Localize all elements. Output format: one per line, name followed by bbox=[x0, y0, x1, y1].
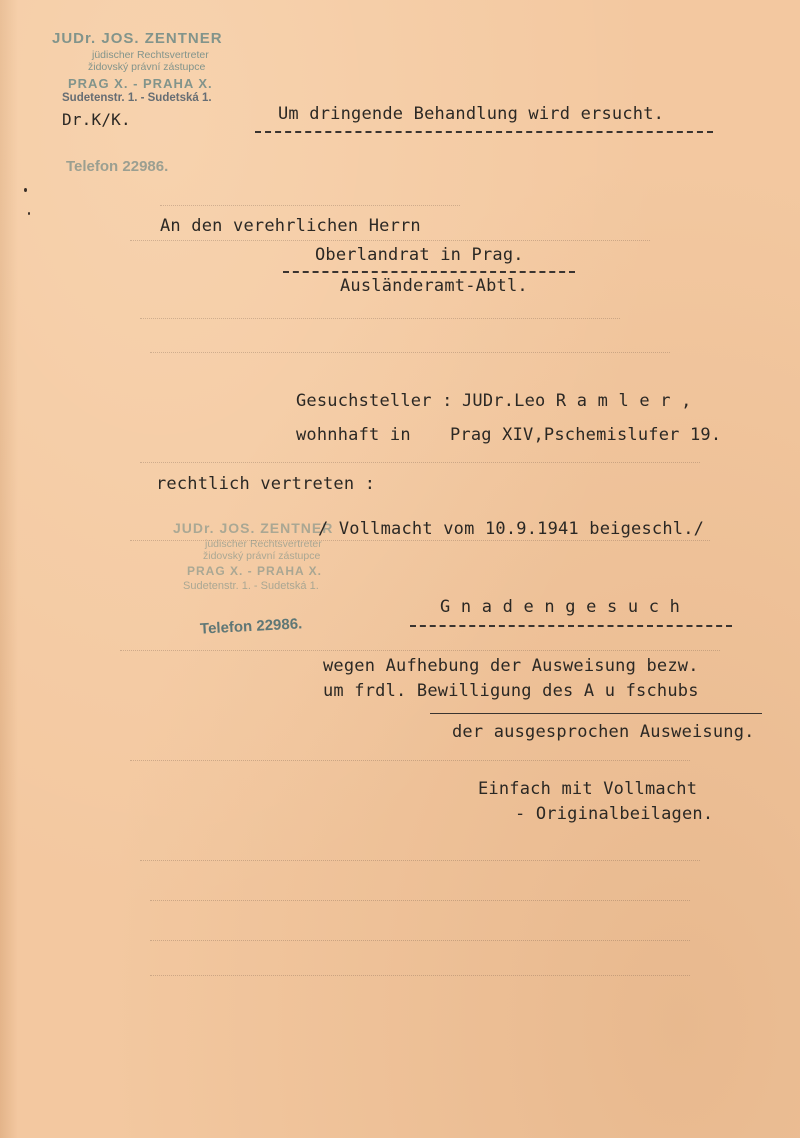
bleed-through-line bbox=[130, 240, 650, 241]
enclosures-line2: - Originalbeilagen. bbox=[515, 804, 714, 824]
applicant-name: JUDr.Leo R a m l e r , bbox=[462, 391, 692, 411]
representative-telefon: Telefon 22986. bbox=[199, 615, 303, 638]
reference-code: Dr.K/K. bbox=[62, 110, 131, 129]
representative-stamp-city: PRAG X. - PRAHA X. bbox=[187, 564, 322, 578]
bleed-through-line bbox=[140, 462, 700, 463]
urgent-note-underline bbox=[255, 131, 713, 133]
subject-line2: um frdl. Bewilligung des A u fschubs bbox=[323, 681, 699, 701]
bleed-through-line bbox=[150, 900, 690, 901]
letterhead-line-cz: židovský právní zástupce bbox=[88, 61, 206, 73]
telefon-stamp: Telefon 22986. bbox=[66, 158, 169, 175]
representative-stamp-line-cz: židovský právní zástupce bbox=[203, 550, 321, 562]
representative-stamp-line-de: jüdischer Rechtsvertreter bbox=[205, 538, 322, 550]
subject-title-underline bbox=[410, 625, 732, 627]
ink-speck bbox=[28, 212, 30, 215]
letterhead-city: PRAG X. - PRAHA X. bbox=[68, 76, 213, 91]
subject-line3: der ausgesprochen Ausweisung. bbox=[452, 722, 755, 742]
letterhead-street: Sudetenstr. 1. - Sudetská 1. bbox=[62, 92, 212, 104]
residence-prefix: wohnhaft in bbox=[296, 425, 411, 445]
addressee-underline bbox=[283, 271, 575, 273]
bleed-through-line bbox=[150, 975, 690, 976]
bleed-through-line bbox=[140, 318, 620, 319]
subject-title: G n a d e n g e s u c h bbox=[440, 597, 681, 617]
urgent-note: Um dringende Behandlung wird ersucht. bbox=[278, 104, 665, 124]
enclosures-line1: Einfach mit Vollmacht bbox=[478, 779, 698, 799]
bleed-through-line bbox=[160, 205, 460, 206]
representative-stamp-name: JUDr. JOS. ZENTNER bbox=[173, 520, 334, 536]
representation-label: rechtlich vertreten : bbox=[156, 474, 376, 494]
addressee-line1: An den verehrlichen Herrn bbox=[160, 216, 421, 236]
letterhead-line-de: jüdischer Rechtsvertreter bbox=[92, 49, 209, 61]
bleed-through-line bbox=[150, 352, 670, 353]
representative-stamp-street: Sudetenstr. 1. - Sudetská 1. bbox=[183, 580, 319, 592]
mandate-note: / Vollmacht vom 10.9.1941 beigeschl./ bbox=[318, 519, 705, 539]
bleed-through-line bbox=[150, 940, 690, 941]
bleed-through-line bbox=[120, 650, 720, 651]
ink-speck bbox=[24, 188, 27, 192]
bleed-through-line bbox=[130, 760, 690, 761]
subject-line2-underline bbox=[430, 713, 762, 714]
bleed-through-line bbox=[140, 860, 700, 861]
addressee-line2: Oberlandrat in Prag. bbox=[315, 245, 524, 265]
addressee-line3: Ausländeramt-Abtl. bbox=[340, 276, 528, 296]
subject-line1: wegen Aufhebung der Ausweisung bezw. bbox=[323, 656, 699, 676]
letterhead-name: JUDr. JOS. ZENTNER bbox=[52, 30, 223, 47]
residence-value: Prag XIV,Pschemislufer 19. bbox=[450, 425, 722, 445]
applicant-label: Gesuchsteller : bbox=[296, 391, 453, 411]
